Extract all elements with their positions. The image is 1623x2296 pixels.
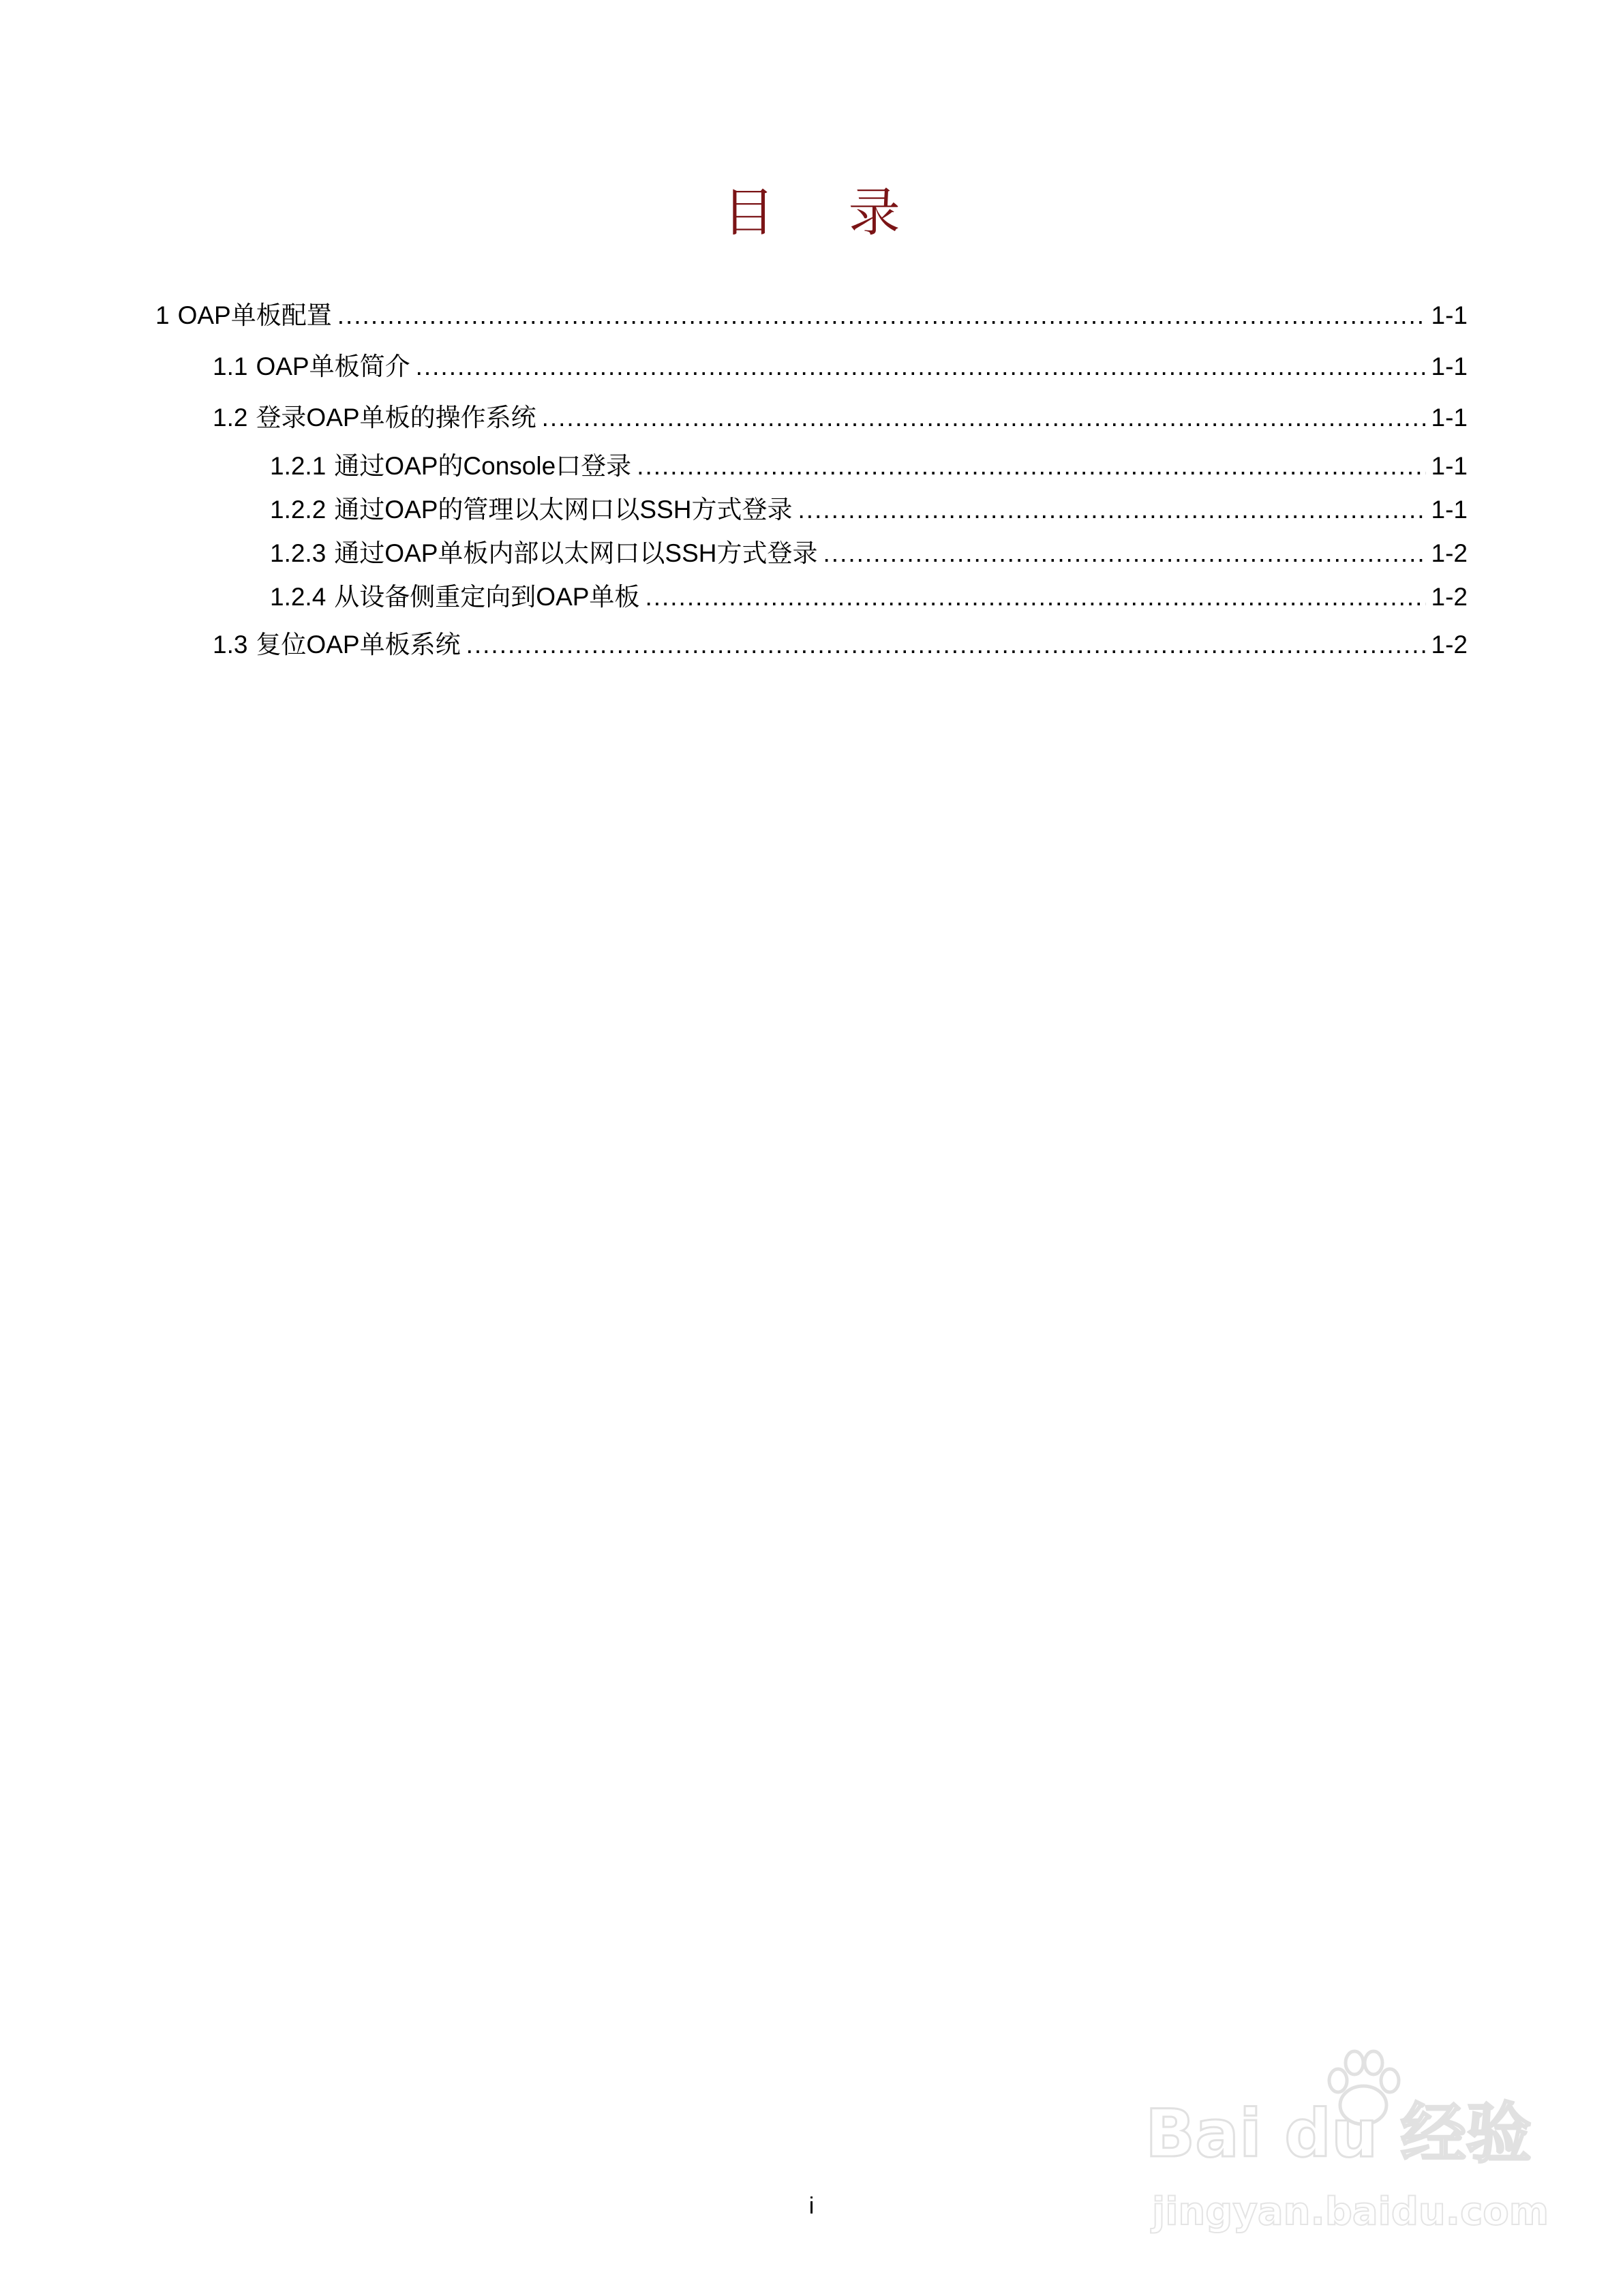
toc-number: 1.2.2 (270, 496, 327, 524)
toc-dot-leader (416, 349, 1426, 384)
toc-text: 通过OAP的Console口登录 (334, 452, 632, 480)
toc-number: 1.3 (213, 631, 248, 659)
toc-text: 复位OAP单板系统 (256, 631, 461, 659)
toc-entry-1-3[interactable] (213, 627, 1468, 663)
toc-dot-leader (337, 298, 1426, 333)
toc-number: 1.2.4 (270, 583, 327, 611)
toc-number: 1.2 (213, 404, 248, 432)
toc-entry-1-2-4[interactable] (270, 579, 1468, 615)
toc-dot-leader (798, 492, 1426, 528)
toc-dot-leader (466, 627, 1426, 663)
baidu-jingyan-watermark (1145, 2045, 1554, 2250)
toc-dot-leader (645, 579, 1425, 615)
toc-entry-1-2-3[interactable] (270, 536, 1468, 571)
toc-text: 从设备侧重定向到OAP单板 (334, 583, 640, 611)
toc-page-number: 1-1 (1431, 404, 1468, 432)
toc-number: 1.2.3 (270, 539, 327, 567)
toc-page-number: 1-1 (1431, 352, 1468, 380)
toc-number: 1.2.1 (270, 452, 327, 480)
toc-number: 1.1 (213, 352, 248, 380)
toc-entry-1[interactable] (155, 298, 1468, 333)
toc-entry-1-2-1[interactable] (270, 449, 1468, 484)
toc-text: 通过OAP的管理以太网口以SSH方式登录 (334, 496, 793, 524)
toc-page-number: 1-1 (1431, 452, 1468, 480)
toc-page-number: 1-2 (1431, 583, 1468, 611)
toc-text: OAP单板配置 (177, 301, 332, 329)
toc-entry-1-2[interactable] (213, 400, 1468, 436)
toc-dot-leader (637, 449, 1425, 484)
toc-page-number: 1-1 (1431, 301, 1468, 329)
footer-page-number: i (808, 2193, 815, 2219)
toc-page-number: 1-1 (1431, 496, 1468, 524)
toc-text: 通过OAP单板内部以太网口以SSH方式登录 (334, 539, 818, 567)
toc-dot-leader (823, 536, 1426, 571)
toc-entry-1-2-2[interactable] (270, 492, 1468, 528)
watermark-url: jingyan.baidu.com (1152, 2190, 1549, 2234)
watermark-brand: Bai du 经验 (1145, 2096, 1532, 2172)
toc-title: 目 录 (723, 182, 929, 243)
toc-dot-leader (542, 400, 1426, 436)
toc-entry-1-1[interactable] (213, 349, 1468, 384)
toc-number: 1 (155, 301, 170, 329)
toc-page-number: 1-2 (1431, 539, 1468, 567)
toc-text: OAP单板简介 (256, 352, 410, 380)
toc-page-number: 1-2 (1431, 631, 1468, 659)
toc-text: 登录OAP单板的操作系统 (256, 404, 536, 432)
